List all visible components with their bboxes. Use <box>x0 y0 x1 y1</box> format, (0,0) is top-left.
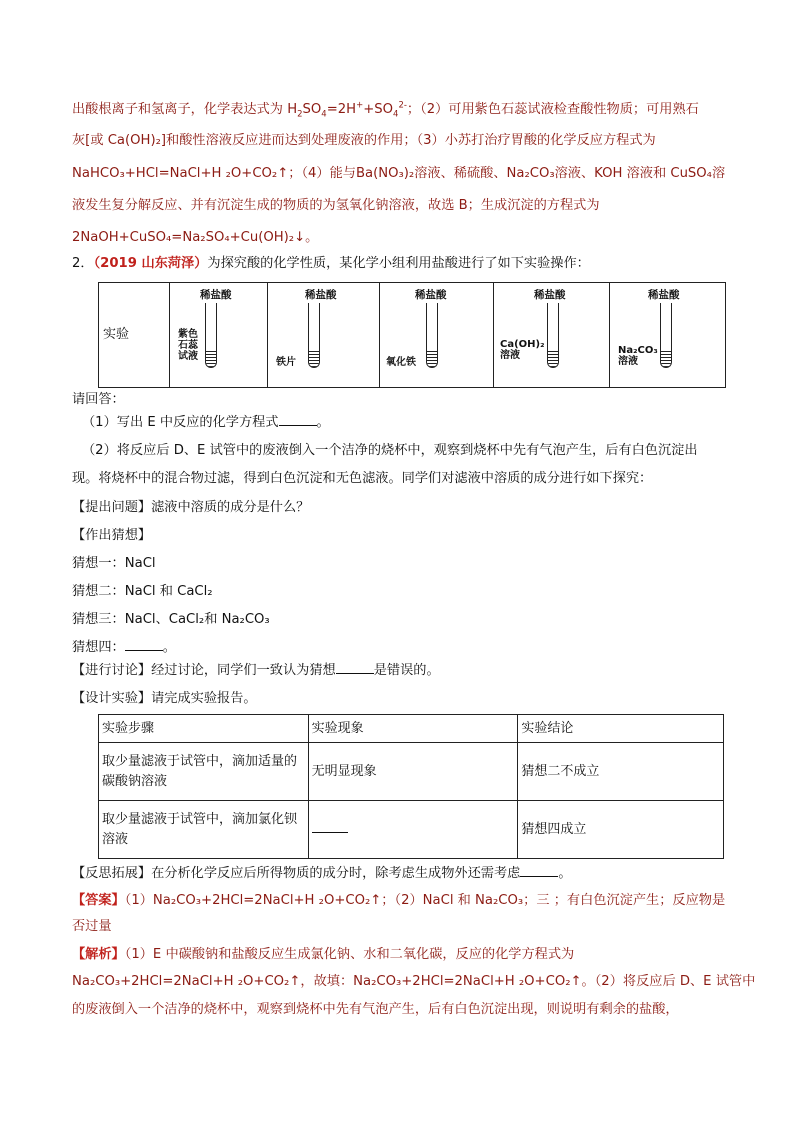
analysis-line-2: Na₂CO₃+2HCl=2NaCl+H ₂O+CO₂↑，故填：Na₂CO₃+2HCl=2NaCl+H ₂O+CO₂↑。（2）将反应后 D、E 试管中 <box>72 974 756 989</box>
table-header: 实验现象 <box>308 715 518 743</box>
test-tube <box>660 303 672 368</box>
conclusion-cell: 猜想二不成立 <box>518 743 724 801</box>
guess-heading: 【作出猜想】 <box>72 528 152 543</box>
tube-c-cell <box>379 283 494 387</box>
design-experiment: 【设计实验】请完成实验报告。 <box>72 691 257 706</box>
tube-a-substance: 紫色 石蕊 试液 <box>178 329 198 362</box>
answer-blank[interactable] <box>520 864 558 877</box>
acid-label: 稀盐酸 <box>534 289 566 301</box>
tube-a-cell <box>169 283 280 387</box>
table-header-row <box>99 715 724 743</box>
step-cell: 取少量滤液于试管中，滴加适量的 碳酸钠溶液 <box>99 743 309 801</box>
answer-blank[interactable] <box>336 661 374 674</box>
test-tube <box>426 303 438 368</box>
question-2-stem: 2．（2019 山东菏泽）为探究酸的化学性质，某化学小组利用盐酸进行了如下实验操作： <box>72 256 590 271</box>
prev-answer-line-4: 液发生复分解反应、并有沉淀生成的物质的为氢氧化钠溶液，故选 B；生成沉淀的方程式为 <box>72 198 600 213</box>
acid-label: 稀盐酸 <box>200 289 232 301</box>
acid-label: 稀盐酸 <box>648 289 680 301</box>
question-part-2-line-1: （2）将反应后 D、E 试管中的废液倒入一个洁净的烧杯中，观察到烧杯中先有气泡产生，后有白色沉淀出 <box>82 443 698 458</box>
question-source: （2019 山东菏泽） <box>93 256 208 271</box>
analysis-line-3: 的废液倒入一个洁净的烧杯中，观察到烧杯中先有气泡产生，后有白色沉淀出现，则说明有剩余的盐酸， <box>72 1002 679 1017</box>
tube-b-cell <box>267 283 380 387</box>
discussion: 【进行讨论】经过讨论，同学们一致认为猜想 是错误的。 <box>72 663 440 678</box>
tube-e-cell <box>609 283 726 387</box>
test-tube <box>205 303 217 368</box>
answer-blank[interactable] <box>125 638 163 651</box>
tube-c-substance: 氧化铁 <box>386 357 416 368</box>
answer-blank[interactable] <box>279 413 317 426</box>
acid-label: 稀盐酸 <box>305 289 337 301</box>
tube-b-substance: 铁片 <box>276 357 296 368</box>
guess-1: 猜想一：NaCl <box>72 556 156 571</box>
conclusion-cell: 猜想四成立 <box>518 801 724 859</box>
tube-d-substance: Ca(OH)₂ 溶液 <box>500 339 545 361</box>
table-row <box>99 743 724 801</box>
guess-3: 猜想三：NaCl、CaCl₂和 Na₂CO₃ <box>72 612 270 627</box>
tube-d-cell <box>493 283 610 387</box>
test-tube <box>308 303 320 368</box>
answer-line-1: 【答案】（1）Na₂CO₃+2HCl=2NaCl+H ₂O+CO₂↑；（2）NaCl 和 Na₂CO₃；三 ；有白色沉淀产生；反应物是 <box>72 893 726 908</box>
table-header: 实验步骤 <box>99 715 309 743</box>
raise-question: 【提出问题】滤液中溶质的成分是什么？ <box>72 500 310 515</box>
experiment-figure <box>98 282 726 388</box>
analysis-line-1: 【解析】（1）E 中碳酸钠和盐酸反应生成氯化钠、水和二氧化碳，反应的化学方程式为 <box>72 947 575 962</box>
test-tube <box>547 303 559 368</box>
prev-answer-line-3: NaHCO₃+HCl=NaCl+H ₂O+CO₂↑；（4）能与Ba(NO₃)₂溶液、稀硫酸、Na₂CO₃溶液、KOH 溶液和 CuSO₄溶 <box>72 166 726 181</box>
answer-line-2: 否过量 <box>72 919 112 934</box>
question-part-2-line-2: 现。将烧杯中的混合物过滤，得到白色沉淀和无色滤液。同学们对滤液中溶质的成分进行如下探究： <box>72 471 653 486</box>
reflection: 【反思拓展】在分析化学反应后所得物质的成分时，除考虑生成物外还需考虑 。 <box>72 866 572 881</box>
question-part-1: （1）写出 E 中反应的化学方程式 。 <box>82 415 330 430</box>
answer-blank[interactable] <box>312 820 348 833</box>
experiment-report-table <box>98 714 724 859</box>
step-cell: 取少量滤液于试管中，滴加氯化钡 溶液 <box>99 801 309 859</box>
answer-tag: 【答案】 <box>72 893 125 908</box>
acid-label: 稀盐酸 <box>415 289 447 301</box>
analysis-tag: 【解析】 <box>72 947 125 962</box>
figure-row-label: 实验 <box>103 327 130 342</box>
please-answer: 请回答： <box>72 392 125 407</box>
prev-answer-line-1: 出酸根离子和氢离子，化学表达式为 $H_2SO_4=2H^++SO_4^{2-}$；（2）可用紫色石蕊试液检查酸性物质；可用熟石 <box>72 100 699 120</box>
table-header: 实验结论 <box>518 715 724 743</box>
tube-e-substance: Na₂CO₃ 溶液 <box>618 345 658 367</box>
prev-answer-line-5: 2NaOH+CuSO₄=Na₂SO₄+Cu(OH)₂↓。 <box>72 230 319 245</box>
guess-2: 猜想二：NaCl 和 CaCl₂ <box>72 584 213 599</box>
guess-4: 猜想四： 。 <box>72 640 176 655</box>
prev-answer-line-2: 灰[或 Ca(OH)₂]和酸性溶液反应进而达到处理废液的作用；（3）小苏打治疗胃酸的化学反应方程式为 <box>72 133 656 148</box>
table-row <box>99 801 724 859</box>
phenomenon-cell: 无明显现象 <box>308 743 518 801</box>
phenomenon-cell <box>308 801 518 859</box>
